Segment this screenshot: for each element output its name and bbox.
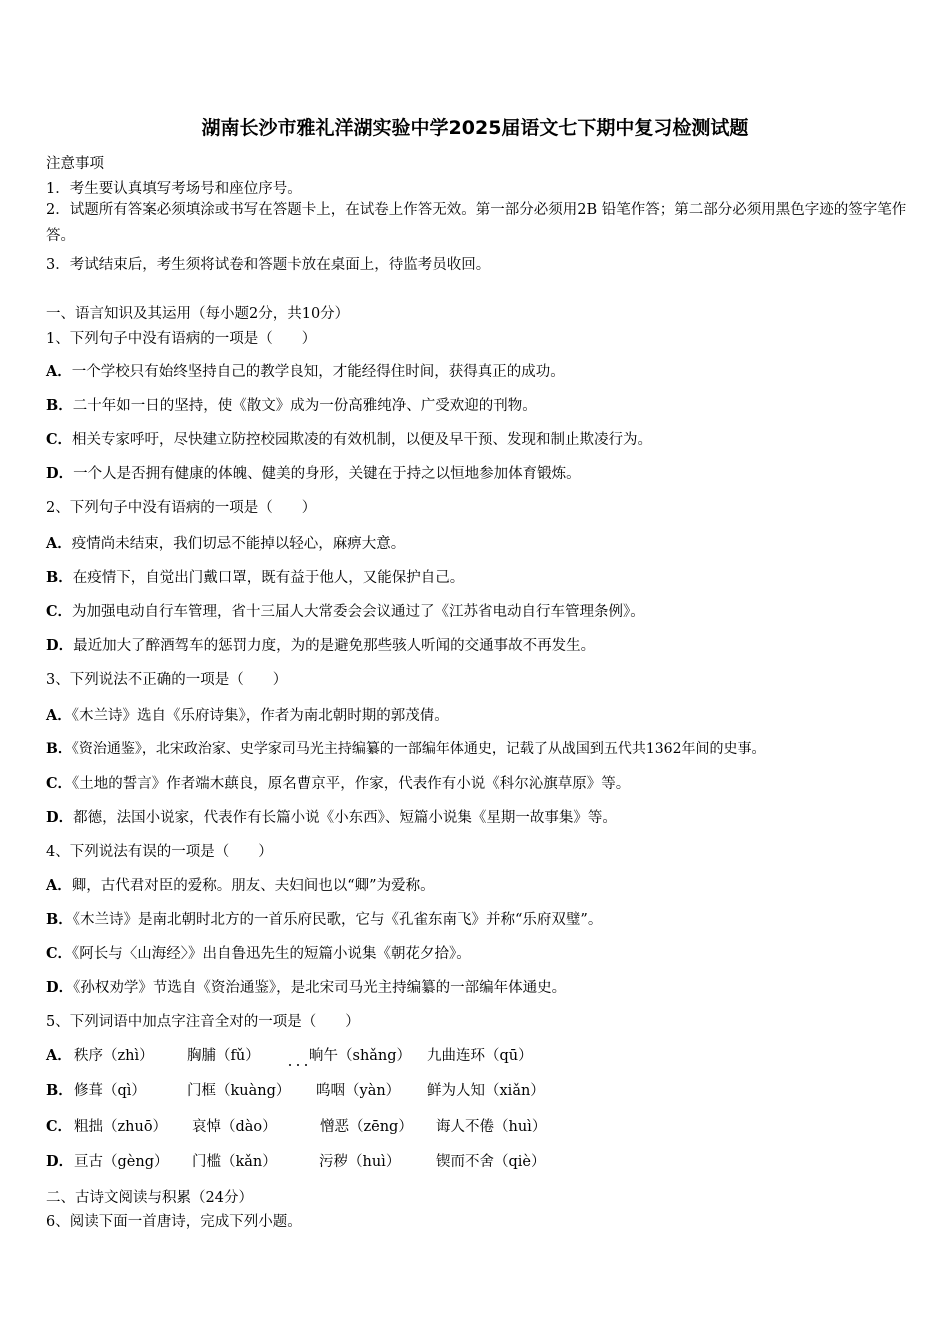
- question-stem: 6、阅读下面一首唐诗，完成下列小题。: [46, 1214, 302, 1230]
- option-d: [46, 462, 581, 483]
- question-stem: 3、下列说法不正确的一项是（ ）: [46, 672, 288, 688]
- word: 亘古（gèng）: [74, 1154, 169, 1170]
- option-label: D．: [46, 809, 74, 826]
- option-text: 《孙权劝学》节选自《资治通鉴》，是北宋司马光主持编纂的一部编年体通史。: [73, 980, 567, 996]
- word: 秩序（zhì）: [74, 1048, 154, 1064]
- option-text: 《资治通鉴》，北宋政治家、史学家司马光主持编纂的一部编年体通史，记载了从战国到五代共1362年间的史事。: [71, 741, 766, 757]
- notice-item: 1．考生要认真填写考场号和座位序号。: [46, 181, 302, 197]
- option-label: C．: [46, 603, 73, 620]
- option-label: C．: [46, 1118, 73, 1135]
- option-label: B．: [46, 397, 73, 414]
- option-label: A．: [46, 1047, 72, 1064]
- option-b: [46, 394, 537, 415]
- option-c: [46, 772, 630, 793]
- option-text: 一个人是否拥有健康的体魄、健美的身形，关键在于持之以恒地参加体育锻炼。: [73, 466, 581, 482]
- option-c: [46, 1115, 546, 1136]
- question-stem: 2、下列句子中没有语病的一项是（ ）: [46, 500, 317, 516]
- notice-item: 2．试题所有答案必须填涂或书写在答题卡上，在试卷上作答无效。第一部分必须用2B 铅笔作答；第二部分必须用黑色字迹的签字笔作答。: [46, 202, 907, 244]
- section-heading: 一、语言知识及其运用（每小题2分，共10分）: [46, 306, 350, 322]
- option-d: [46, 806, 617, 827]
- option-b: [46, 908, 602, 929]
- option-label: B．: [46, 569, 73, 586]
- option-label: C．: [46, 431, 73, 448]
- option-label: D．: [46, 1153, 74, 1170]
- word: 粗拙（zhuō）: [74, 1119, 168, 1135]
- option-text: 都德，法国小说家，代表作有长篇小说《小东西》、短篇小说集《星期一故事集》等。: [73, 810, 617, 826]
- option-d: [46, 634, 595, 655]
- option-label: A．: [46, 363, 72, 380]
- option-c: [46, 942, 471, 963]
- option-text: 二十年如一日的坚持，使《散文》成为一份高雅纯净、广受欢迎的刊物。: [72, 398, 537, 414]
- option-text: 《木兰诗》是南北朝时北方的一首乐府民歌，它与《孔雀东南飞》并称“乐府双璧”。: [72, 912, 603, 928]
- notice-item: 3．考试结束后，考生须将试卷和答题卡放在桌面上，待监考员收回。: [46, 257, 491, 273]
- option-text: 为加强电动自行车管理，省十三届人大常委会会议通过了《江苏省电动自行车管理条例》。: [72, 604, 645, 620]
- word: 门槛（kǎn）: [192, 1154, 277, 1170]
- word: 鲜为人知（xiǎn）: [427, 1083, 545, 1099]
- option-label: C．: [46, 775, 73, 792]
- option-text: 疫情尚未结束，我们切忌不能掉以轻心，麻痹大意。: [71, 536, 406, 552]
- option-text: 卿，古代君对臣的爱称。朋友、夫妇间也以“卿”为爱称。: [71, 878, 435, 894]
- option-label: A．: [46, 877, 72, 894]
- question-stem: 1、下列句子中没有语病的一项是（ ）: [46, 331, 317, 347]
- option-a: [46, 1044, 533, 1065]
- word: 呜咽（yàn）: [316, 1083, 401, 1099]
- option-label: C．: [46, 945, 73, 962]
- option-label: A．: [46, 707, 72, 724]
- question-stem: 5、下列词语中加点字注音全对的一项是（ ）: [46, 1014, 360, 1030]
- option-text: 《阿长与〈山海经〉》出自鲁迅先生的短篇小说集《朝花夕拾》。: [72, 946, 471, 962]
- option-label: B．: [46, 1082, 73, 1099]
- option-a: [46, 532, 405, 553]
- option-c: [46, 600, 645, 621]
- option-text: 一个学校只有始终坚持自己的教学良知，才能经得住时间，获得真正的成功。: [71, 364, 565, 380]
- option-label: A．: [46, 535, 72, 552]
- word: 晌午（shǎng）: [309, 1048, 412, 1064]
- option-a: [46, 704, 449, 725]
- option-text: 在疫情下，自觉出门戴口罩，既有益于他人，又能保护自己。: [72, 570, 465, 586]
- word: 九曲连环（qū）: [427, 1048, 533, 1064]
- option-text: 最近加大了醉酒驾车的惩罚力度，为的是避免那些骇人听闻的交通事故不再发生。: [73, 638, 596, 654]
- option-label: D．: [46, 637, 74, 654]
- option-c: [46, 428, 652, 449]
- option-a: [46, 874, 435, 895]
- notice-heading: 注意事项: [46, 156, 104, 172]
- word: 锲而不舍（qiè）: [436, 1154, 546, 1170]
- word: 哀悼（dào）: [192, 1119, 277, 1135]
- option-b: [46, 738, 765, 758]
- section-heading: 二、古诗文阅读与积累（24分）: [46, 1190, 253, 1206]
- option-b: [46, 1079, 545, 1100]
- option-d: [46, 976, 566, 997]
- option-label: D．: [46, 465, 74, 482]
- option-b: [46, 566, 464, 587]
- option-label: B．: [46, 911, 73, 928]
- page-title: 湖南长沙市雅礼洋湖实验中学2025届语文七下期中复习检测试题: [201, 117, 749, 139]
- option-text: 相关专家呼吁，尽快建立防控校园欺凌的有效机制，以便及早干预、发现和制止欺凌行为。: [72, 432, 653, 448]
- word: 门框（kuàng）: [187, 1083, 291, 1099]
- emphasis-dots-icon: [287, 1056, 309, 1066]
- question-stem: 4、下列说法有误的一项是（ ）: [46, 844, 273, 860]
- word: 憎恶（zēng）: [320, 1119, 413, 1135]
- option-text: 《木兰诗》选自《乐府诗集》，作者为南北朝时期的郭茂倩。: [71, 708, 449, 724]
- option-label: B．: [46, 741, 72, 757]
- option-text: 《土地的誓言》作者端木蕻良，原名曹京平，作家，代表作有小说《科尔沁旗草原》等。: [72, 776, 631, 792]
- word: 污秽（huì）: [319, 1154, 401, 1170]
- option-a: [46, 360, 565, 381]
- word: 修葺（qì）: [74, 1083, 146, 1099]
- word: 诲人不倦（huì）: [436, 1119, 547, 1135]
- option-label: D．: [46, 979, 74, 996]
- word: 胸脯（fǔ）: [187, 1048, 260, 1064]
- option-d: [46, 1150, 546, 1171]
